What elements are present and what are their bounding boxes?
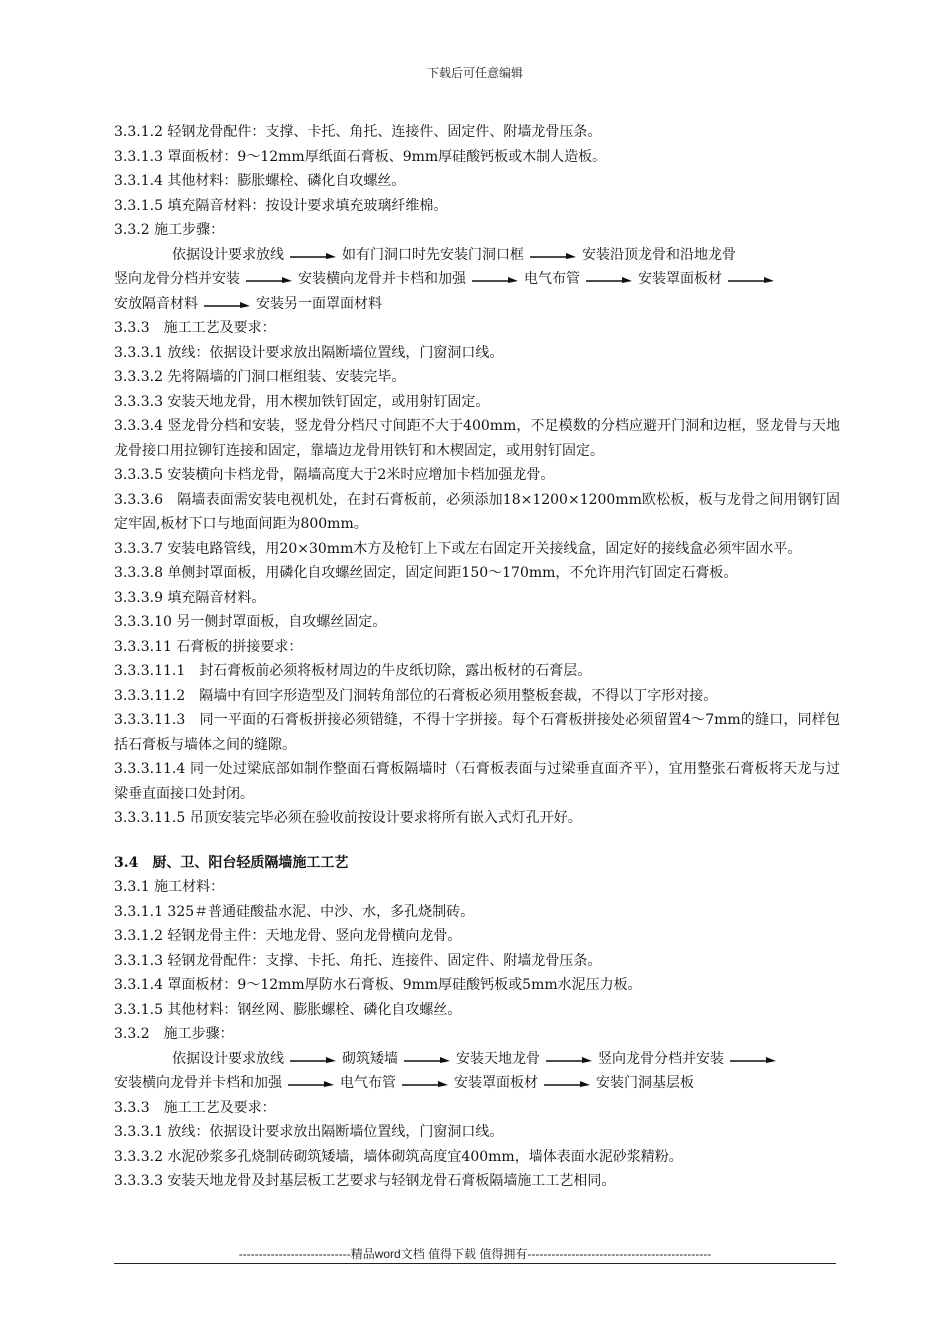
text-line: 3.3.3.8 单侧封罩面板，用磷化自攻螺丝固定，固定间距150～170mm，不允许用汽钉固定石膏板。 (114, 565, 738, 581)
text-line: 3.3.1 施工材料： (114, 879, 225, 895)
flow-row (114, 292, 840, 317)
document-body (114, 120, 840, 1194)
text-line: 3.3.3.2 先将隔墙的门洞口框组装、安装完毕。 (114, 369, 406, 385)
text-line: 3.3.1.2 轻钢龙骨配件：支撑、卡托、角托、连接件、固定件、附墙龙骨压条。 (114, 124, 602, 140)
text-line: 3.3.3.3 安装天地龙骨，用木楔加铁钉固定，或用射钉固定。 (114, 393, 490, 410)
arrow-right-icon (404, 1054, 450, 1064)
text-line: 3.3.3.11.5 吊顶安装完毕必须在验收前按设计要求将所有嵌入式灯孔开好。 (114, 810, 582, 826)
text-line: 3.3.3.11 石膏板的拼接要求： (114, 638, 303, 655)
text-line: 3.3.3.2 水泥砂浆多孔烧制砖砌筑矮墙，墙体砌筑高度宜400mm，墙体表面水泥砂浆精粉。 (114, 1148, 683, 1165)
text-line: 3.3.3 施工工艺及要求： (114, 320, 276, 336)
flow-step: 依据设计要求放线 (172, 1050, 284, 1067)
text-line: 3.3.1.5 填充隔音材料：按设计要求填充玻璃纤维棉。 (114, 197, 448, 214)
text-line: 3.3.1.3 轻钢龙骨配件：支撑、卡托、角托、连接件、固定件、附墙龙骨压条。 (114, 952, 602, 969)
flow-row (114, 243, 840, 268)
section-process-a (114, 316, 840, 831)
flow-step: 安装横向龙骨并卡档和加强 (114, 1075, 282, 1091)
section-process-b (114, 1096, 840, 1194)
arrow-right-icon (530, 250, 576, 260)
text-line: 3.3.3.11.1 封石膏板前必须将板材周边的牛皮纸切除，露出板材的石膏层。 (114, 663, 592, 679)
text-line: 3.3.1.5 其他材料：钢丝网、膨胀螺栓、磷化自攻螺丝。 (114, 1001, 462, 1018)
text-line: 3.3.3.1 放线：依据设计要求放出隔断墙位置线，门窗洞口线。 (114, 344, 504, 361)
flow-step: 安装沿顶龙骨和沿地龙骨 (582, 246, 736, 263)
flow-step: 电气布管 (524, 271, 580, 287)
section-heading: 3.4 厨、卫、阳台轻质隔墙施工工艺 (114, 854, 349, 871)
flow-step: 安装罩面板材 (454, 1075, 538, 1091)
process-flow-2 (114, 1047, 840, 1096)
text-paragraph: 3.3.3.7 安装电路管线，用20×30mm木方及枪钉上下或左右固定开关接线盒，固定好的接线盒必须牢固水平。 (114, 540, 802, 557)
arrow-right-icon (728, 274, 774, 284)
arrow-right-icon (290, 1054, 336, 1064)
flow-step: 安装门洞基层板 (596, 1075, 694, 1091)
text-line: 3.3.3.3 安装天地龙骨及封基层板工艺要求与轻钢龙骨石膏板隔墙施工工艺相同。 (114, 1173, 616, 1189)
flow-row (114, 1047, 840, 1072)
arrow-right-icon (544, 1078, 590, 1088)
arrow-right-icon (288, 1078, 334, 1088)
section-materials-a (114, 120, 840, 243)
text-paragraph: 3.3.3.6 隔墙表面需安装电视机处，在封石膏板前，必须添加18×1200×1200mm欧松板，板与龙骨之间用钢钉固定牢固,板材下口与地面间距为800mm。 (114, 491, 840, 532)
text-paragraph: 3.3.3.11.3 同一平面的石膏板拼接必须错缝，不得十字拼接。每个石膏板拼接处必须留置4～7mm的缝口，同样包括石膏板与墙体之间的缝隙。 (114, 712, 840, 753)
footer-divider (114, 1263, 836, 1264)
arrow-right-icon (402, 1078, 448, 1088)
process-flow-1 (114, 243, 840, 317)
page-footer: ----------------------------精品word文档 值得下载 值得拥有---------------------------------------------- (238, 1247, 712, 1261)
flow-step: 安装另一面罩面材料 (256, 295, 382, 312)
flow-step: 如有门洞口时先安装门洞口框 (342, 246, 524, 263)
text-line: 3.3.3.1 放线：依据设计要求放出隔断墙位置线，门窗洞口线。 (114, 1124, 504, 1140)
section-materials-b (114, 875, 840, 1047)
arrow-right-icon (246, 274, 292, 284)
text-line: 3.3.2 施工步骤： (114, 1026, 234, 1042)
flow-step: 安装横向龙骨并卡档和加强 (298, 271, 466, 287)
text-paragraph: 3.3.3.11.4 同一处过梁底部如制作整面石膏板隔墙时（石膏板表面与过梁垂直面齐平），宜用整张石膏板将天龙与过梁垂直面接口处封闭。 (114, 761, 840, 802)
text-line: 3.3.1.1 325＃普通硅酸盐水泥、中沙、水，多孔烧制砖。 (114, 903, 475, 920)
arrow-right-icon (546, 1054, 592, 1064)
arrow-right-icon (290, 250, 336, 260)
arrow-right-icon (586, 274, 632, 284)
flow-step: 竖向龙骨分档并安装 (114, 271, 240, 287)
page-header: 下载后可任意编辑 (426, 66, 523, 80)
flow-step: 竖向龙骨分档并安装 (598, 1050, 724, 1067)
section-spacer (114, 831, 840, 851)
flow-step: 安放隔音材料 (114, 295, 198, 312)
flow-step: 砌筑矮墙 (342, 1050, 398, 1067)
text-line: 3.3.3.5 安装横向卡档龙骨，隔墙高度大于2米时应增加卡档加强龙骨。 (114, 467, 555, 483)
arrow-right-icon (730, 1054, 776, 1064)
flow-row (114, 267, 840, 292)
flow-row (114, 1071, 840, 1096)
text-line: 3.3.3.10 另一侧封罩面板，自攻螺丝固定。 (114, 614, 387, 630)
text-line: 3.3.3.9 填充隔音材料。 (114, 589, 266, 606)
flow-step: 电气布管 (340, 1075, 396, 1091)
arrow-right-icon (472, 274, 518, 284)
arrow-right-icon (204, 299, 250, 309)
text-line: 3.3.1.3 罩面板材：9～12mm厚纸面石膏板、9mm厚硅酸钙板或木制人造板。 (114, 148, 607, 165)
text-line: 3.3.3 施工工艺及要求： (114, 1099, 276, 1116)
flow-step: 安装天地龙骨 (456, 1050, 540, 1067)
text-paragraph: 3.3.3.4 竖龙骨分档和安装，竖龙骨分档尺寸间距不大于400mm，不足模数的分档应避开门洞和边框，竖龙骨与天地龙骨接口用拉铆钉连接和固定，靠墙边龙骨用铁钉和木楔固定，或用射钉固定。 (114, 418, 840, 459)
text-line: 3.3.2 施工步骤： (114, 222, 225, 238)
text-line: 3.3.3.11.2 隔墙中有回字形造型及门洞转角部位的石膏板必须用整板套裁，不得以丁字形对接。 (114, 687, 718, 704)
text-line: 3.3.1.2 轻钢龙骨主件：天地龙骨、竖向龙骨横向龙骨。 (114, 928, 462, 944)
text-line: 3.3.1.4 其他材料：膨胀螺栓、磷化自攻螺丝。 (114, 173, 406, 189)
text-line: 3.3.1.4 罩面板材：9～12mm厚防水石膏板、9mm厚硅酸钙板或5mm水泥压力板。 (114, 977, 642, 993)
flow-step: 依据设计要求放线 (172, 246, 284, 263)
flow-step: 安装罩面板材 (638, 271, 722, 287)
